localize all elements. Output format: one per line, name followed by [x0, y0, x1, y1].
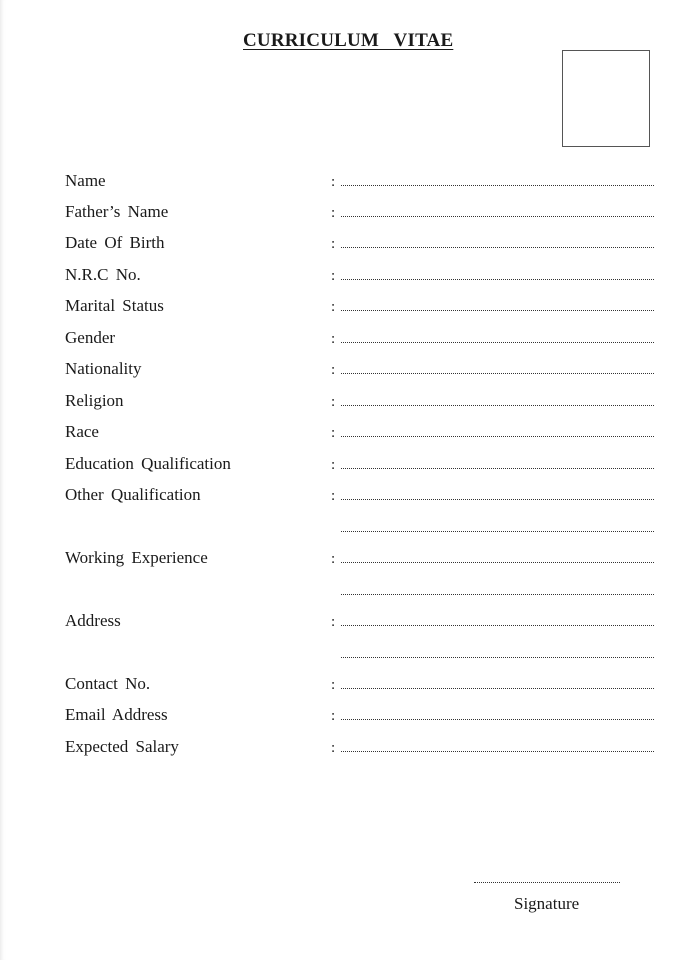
field-colon: : [331, 268, 336, 284]
field-label-fathers-name: Father’s Name [65, 202, 169, 221]
address-field[interactable] [341, 625, 654, 626]
field-colon: : [331, 205, 336, 221]
field-row-gender [0, 328, 678, 352]
field-colon: : [331, 331, 336, 347]
field-label-email-address: Email Address [65, 705, 168, 724]
field-label-other-qualification: Other Qualification [65, 485, 201, 504]
field-label-working-experience: Working Experience [65, 548, 208, 567]
photo-box[interactable] [562, 50, 650, 147]
education-qualification-field[interactable] [341, 468, 654, 469]
field-colon: : [331, 614, 336, 630]
field-label-contact-no: Contact No. [65, 674, 151, 693]
field-colon: : [331, 362, 336, 378]
field-colon: : [331, 394, 336, 410]
other-qualification-field[interactable] [341, 499, 654, 500]
field-colon: : [331, 425, 336, 441]
field-row-religion [0, 391, 678, 415]
document-title: CURRICULUM VITAE [243, 30, 454, 51]
field-row-name [0, 171, 678, 195]
field-row-email-address [0, 705, 678, 729]
field-colon: : [331, 299, 336, 315]
field-row-marital-status [0, 296, 678, 320]
gender-field[interactable] [341, 342, 654, 343]
field-row-fathers-name [0, 202, 678, 226]
field-colon: : [331, 457, 336, 473]
other-qualification-extra-line[interactable] [341, 531, 654, 532]
field-row-expected-salary [0, 737, 678, 761]
field-row-nrc-no [0, 265, 678, 289]
field-label-date-of-birth: Date Of Birth [65, 233, 165, 252]
field-colon: : [331, 551, 336, 567]
name-field[interactable] [341, 185, 654, 186]
expected-salary-field[interactable] [341, 751, 654, 752]
signature-line[interactable] [474, 882, 620, 883]
working-experience-extra-line[interactable] [341, 594, 654, 595]
field-label-religion: Religion [65, 391, 124, 410]
field-colon: : [331, 488, 336, 504]
field-colon: : [331, 740, 336, 756]
field-row-date-of-birth [0, 233, 678, 257]
fathers-name-field[interactable] [341, 216, 654, 217]
field-row-race [0, 422, 678, 446]
nrc-no-field[interactable] [341, 279, 654, 280]
nationality-field[interactable] [341, 373, 654, 374]
marital-status-field[interactable] [341, 310, 654, 311]
field-label-address: Address [65, 611, 121, 630]
field-row-nationality [0, 359, 678, 383]
field-label-nrc-no: N.R.C No. [65, 265, 141, 284]
date-of-birth-field[interactable] [341, 247, 654, 248]
email-address-field[interactable] [341, 719, 654, 720]
field-row-education-qualification [0, 454, 678, 478]
contact-no-field[interactable] [341, 688, 654, 689]
field-label-education-qualification: Education Qualification [65, 454, 231, 473]
field-label-gender: Gender [65, 328, 116, 347]
working-experience-field[interactable] [341, 562, 654, 563]
field-label-name: Name [65, 171, 106, 190]
race-field[interactable] [341, 436, 654, 437]
address-extra-line[interactable] [341, 657, 654, 658]
field-label-race: Race [65, 422, 99, 441]
field-colon: : [331, 174, 336, 190]
field-colon: : [331, 236, 336, 252]
field-row-working-experience [0, 548, 678, 572]
field-row-address [0, 611, 678, 635]
field-colon: : [331, 677, 336, 693]
field-row-contact-no [0, 674, 678, 698]
field-label-nationality: Nationality [65, 359, 142, 378]
field-row-other-qualification [0, 485, 678, 509]
signature-label: Signature [514, 894, 580, 913]
field-label-expected-salary: Expected Salary [65, 737, 179, 756]
field-label-marital-status: Marital Status [65, 296, 164, 315]
religion-field[interactable] [341, 405, 654, 406]
field-colon: : [331, 708, 336, 724]
